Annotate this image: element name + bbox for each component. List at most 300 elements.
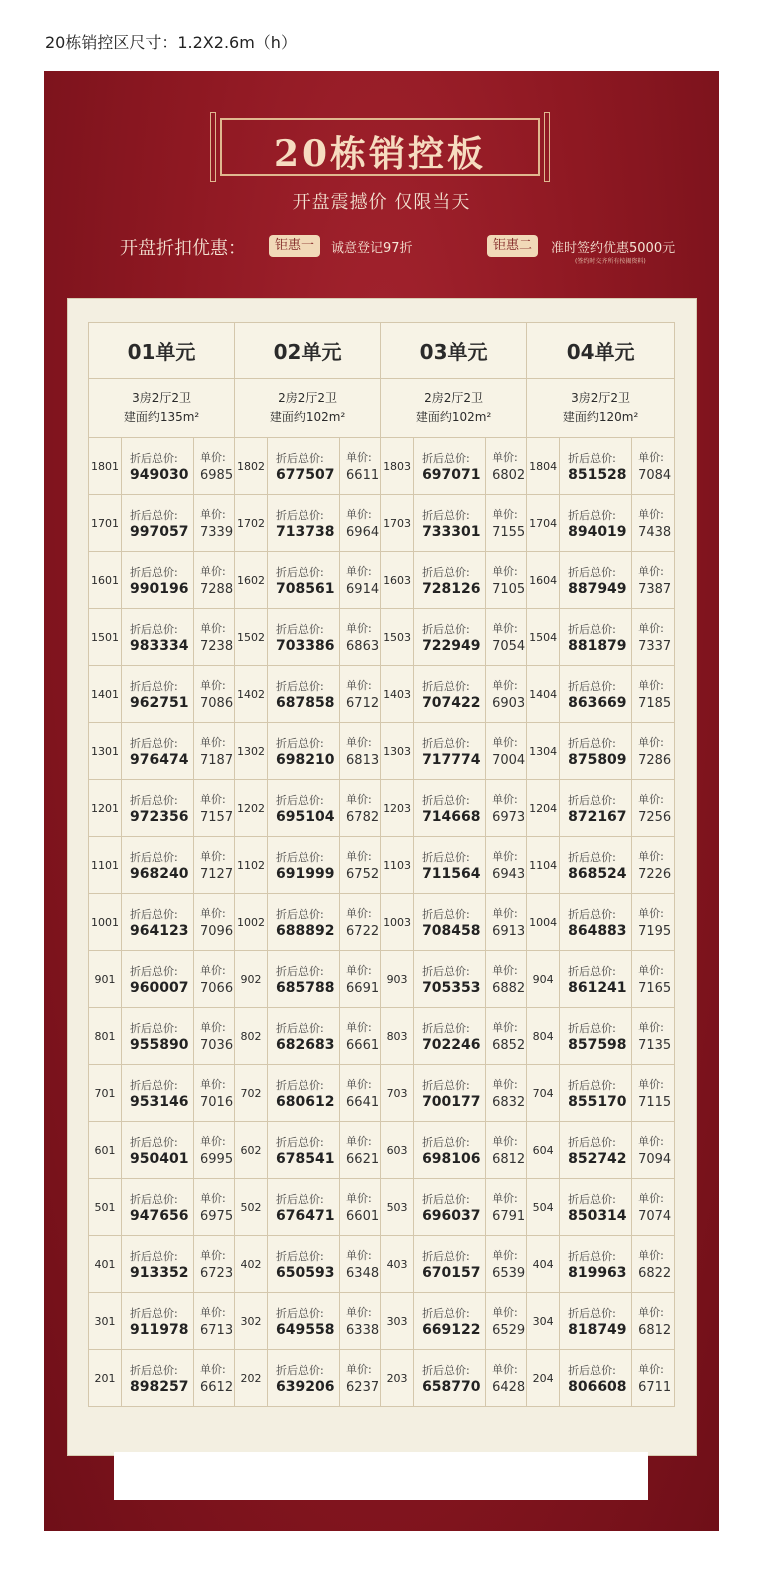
- unit-price-label: 单价:: [638, 1306, 664, 1319]
- unit-price-cell: [340, 951, 381, 1008]
- unit-price-label: 单价:: [638, 964, 664, 977]
- total-price-cell: [560, 666, 632, 723]
- room-number: 1203: [381, 780, 414, 837]
- room-number: 1104: [527, 837, 560, 894]
- unit-price-value: 7036: [200, 1038, 234, 1053]
- room-number: 802: [235, 1008, 268, 1065]
- room-number: 1202: [235, 780, 268, 837]
- room-number: 1301: [89, 723, 122, 780]
- room-number: 904: [527, 951, 560, 1008]
- unit-price-value: 6711: [638, 1380, 672, 1395]
- unit-price-cell: [632, 1065, 675, 1122]
- blank-note-box: [114, 1452, 648, 1500]
- total-price-cell: [268, 723, 340, 780]
- unit-price-label: 单价:: [200, 622, 226, 635]
- unit-price-label: 单价:: [346, 679, 372, 692]
- total-price-value: 976474: [130, 751, 189, 768]
- room-number: 404: [527, 1236, 560, 1293]
- offer-note: (签约时交齐所有按揭资料): [575, 258, 646, 265]
- unit-price-label: 单价:: [492, 793, 518, 806]
- room-number: 804: [527, 1008, 560, 1065]
- table-row: [89, 1293, 675, 1350]
- unit-price-label: 单价:: [492, 1078, 518, 1091]
- room-number: 903: [381, 951, 414, 1008]
- unit-price-cell: [194, 1122, 235, 1179]
- size-caption: 20栋销控区尺寸：1.2X2.6m（h）: [45, 33, 297, 52]
- total-price-value: 881879: [568, 637, 627, 654]
- total-price-label: 折后总价:: [276, 679, 324, 693]
- total-price-cell: [414, 951, 486, 1008]
- room-number: 401: [89, 1236, 122, 1293]
- total-price-cell: [414, 1122, 486, 1179]
- table-row: [89, 609, 675, 666]
- unit-price-cell: [194, 723, 235, 780]
- table-row: [89, 1179, 675, 1236]
- room-number: 1303: [381, 723, 414, 780]
- total-price-label: 折后总价:: [276, 1249, 324, 1263]
- unit-price-value: 6975: [200, 1209, 234, 1224]
- room-number: 1304: [527, 723, 560, 780]
- room-number: 502: [235, 1179, 268, 1236]
- room-number: 501: [89, 1179, 122, 1236]
- room-number: 702: [235, 1065, 268, 1122]
- total-price-value: 864883: [568, 922, 627, 939]
- total-price-cell: [560, 1293, 632, 1350]
- unit-price-value: 7438: [638, 525, 672, 540]
- total-price-cell: [268, 1236, 340, 1293]
- unit-price-label: 单价:: [346, 1135, 372, 1148]
- total-price-label: 折后总价:: [422, 1249, 470, 1263]
- total-price-label: 折后总价:: [276, 1078, 324, 1092]
- unit-price-label: 单价:: [346, 907, 372, 920]
- unit-price-cell: [632, 1179, 675, 1236]
- title-frame: [220, 118, 540, 176]
- unit-price-cell: [194, 1065, 235, 1122]
- unit-price-label: 单价:: [346, 1078, 372, 1091]
- total-price-value: 950401: [130, 1150, 189, 1167]
- unit-price-value: 7187: [200, 753, 234, 768]
- unit-price-label: 单价:: [492, 1306, 518, 1319]
- total-price-label: 折后总价:: [568, 793, 616, 807]
- total-price-label: 折后总价:: [276, 907, 324, 921]
- total-price-cell: [560, 609, 632, 666]
- total-price-value: 711564: [422, 865, 481, 882]
- unit-price-label: 单价:: [492, 1363, 518, 1376]
- total-price-value: 697071: [422, 466, 481, 483]
- total-price-value: 696037: [422, 1207, 481, 1224]
- total-price-label: 折后总价:: [422, 622, 470, 636]
- table-row: [89, 1122, 675, 1179]
- offer-tag-1: 钜惠一: [269, 235, 320, 257]
- unit-price-label: 单价:: [638, 565, 664, 578]
- room-number: 1503: [381, 609, 414, 666]
- unit-price-cell: [486, 552, 527, 609]
- total-price-label: 折后总价:: [276, 1021, 324, 1035]
- room-number: 1101: [89, 837, 122, 894]
- total-price-label: 折后总价:: [276, 850, 324, 864]
- unit-spec: [527, 379, 675, 438]
- total-price-value: 717774: [422, 751, 481, 768]
- total-price-cell: [414, 1179, 486, 1236]
- unit-price-cell: [486, 438, 527, 495]
- unit-price-value: 6813: [346, 753, 380, 768]
- unit-price-cell: [340, 1122, 381, 1179]
- room-number: 1402: [235, 666, 268, 723]
- unit-price-cell: [632, 552, 675, 609]
- unit-price-cell: [632, 894, 675, 951]
- unit-price-value: 6539: [492, 1266, 526, 1281]
- room-number: 604: [527, 1122, 560, 1179]
- unit-price-value: 6822: [638, 1266, 672, 1281]
- total-price-value: 649558: [276, 1321, 335, 1338]
- table-row: [89, 438, 675, 495]
- total-price-label: 折后总价:: [422, 736, 470, 750]
- unit-price-label: 单价:: [638, 907, 664, 920]
- unit-price-label: 单价:: [200, 1363, 226, 1376]
- unit-price-cell: [486, 780, 527, 837]
- total-price-label: 折后总价:: [276, 451, 324, 465]
- unit-price-cell: [486, 1122, 527, 1179]
- unit-price-cell: [632, 1008, 675, 1065]
- unit-price-cell: [194, 837, 235, 894]
- total-price-label: 折后总价:: [130, 508, 178, 522]
- unit-price-label: 单价:: [638, 793, 664, 806]
- total-price-cell: [122, 1065, 194, 1122]
- table-row: [89, 894, 675, 951]
- unit-price-cell: [194, 1293, 235, 1350]
- total-price-cell: [268, 1065, 340, 1122]
- unit-price-label: 单价:: [492, 736, 518, 749]
- total-price-cell: [268, 609, 340, 666]
- total-price-cell: [414, 837, 486, 894]
- room-number: 1602: [235, 552, 268, 609]
- unit-price-value: 7105: [492, 582, 526, 597]
- total-price-label: 折后总价:: [130, 850, 178, 864]
- total-price-cell: [414, 609, 486, 666]
- table-row: [89, 1350, 675, 1407]
- total-price-value: 713738: [276, 523, 335, 540]
- total-price-label: 折后总价:: [422, 1306, 470, 1320]
- total-price-cell: [414, 723, 486, 780]
- unit-price-value: 6985: [200, 468, 234, 483]
- total-price-cell: [414, 552, 486, 609]
- total-price-label: 折后总价:: [422, 793, 470, 807]
- unit-price-value: 6863: [346, 639, 380, 654]
- unit-price-label: 单价:: [346, 1249, 372, 1262]
- unit-price-label: 单价:: [492, 907, 518, 920]
- total-price-label: 折后总价:: [568, 850, 616, 864]
- unit-price-label: 单价:: [638, 1078, 664, 1091]
- unit-price-cell: [340, 1008, 381, 1065]
- unit-price-value: 6722: [346, 924, 380, 939]
- unit-price-cell: [194, 1179, 235, 1236]
- unit-price-label: 单价:: [200, 565, 226, 578]
- total-price-cell: [122, 894, 194, 951]
- total-price-label: 折后总价:: [276, 1363, 324, 1377]
- total-price-cell: [414, 894, 486, 951]
- unit-price-value: 6661: [346, 1038, 380, 1053]
- room-number: 1002: [235, 894, 268, 951]
- unit-price-value: 7387: [638, 582, 672, 597]
- unit-price-value: 6428: [492, 1380, 526, 1395]
- total-price-value: 695104: [276, 808, 335, 825]
- unit-price-label: 单价:: [346, 1306, 372, 1319]
- total-price-cell: [560, 1350, 632, 1407]
- total-price-value: 997057: [130, 523, 189, 540]
- unit-price-value: 6852: [492, 1038, 526, 1053]
- unit-price-value: 6973: [492, 810, 526, 825]
- total-price-value: 818749: [568, 1321, 627, 1338]
- unit-price-cell: [340, 552, 381, 609]
- unit-price-cell: [340, 666, 381, 723]
- unit-price-label: 单价:: [200, 508, 226, 521]
- unit-price-value: 6802: [492, 468, 526, 483]
- unit-price-label: 单价:: [200, 850, 226, 863]
- total-price-value: 913352: [130, 1264, 189, 1281]
- unit-price-cell: [632, 1350, 675, 1407]
- total-price-label: 折后总价:: [422, 907, 470, 921]
- unit-price-value: 6882: [492, 981, 526, 996]
- unit-price-value: 6791: [492, 1209, 526, 1224]
- room-number: 602: [235, 1122, 268, 1179]
- room-number: 1701: [89, 495, 122, 552]
- unit-price-label: 单价:: [346, 1192, 372, 1205]
- room-number: 1404: [527, 666, 560, 723]
- total-price-value: 852742: [568, 1150, 627, 1167]
- room-number: 1804: [527, 438, 560, 495]
- unit-price-label: 单价:: [638, 679, 664, 692]
- unit-price-label: 单价:: [346, 964, 372, 977]
- room-number: 803: [381, 1008, 414, 1065]
- unit-price-cell: [340, 1236, 381, 1293]
- unit-price-cell: [486, 666, 527, 723]
- total-price-cell: [122, 1293, 194, 1350]
- unit-price-value: 6713: [200, 1323, 234, 1338]
- unit-price-value: 6832: [492, 1095, 526, 1110]
- room-number: 1003: [381, 894, 414, 951]
- unit-price-cell: [340, 1179, 381, 1236]
- room-number: 1302: [235, 723, 268, 780]
- unit-price-value: 7084: [638, 468, 672, 483]
- unit-price-cell: [632, 1293, 675, 1350]
- total-price-label: 折后总价:: [276, 508, 324, 522]
- room-number: 1702: [235, 495, 268, 552]
- total-price-label: 折后总价:: [130, 736, 178, 750]
- unit-price-label: 单价:: [346, 736, 372, 749]
- total-price-label: 折后总价:: [568, 451, 616, 465]
- total-price-cell: [560, 495, 632, 552]
- total-price-value: 972356: [130, 808, 189, 825]
- unit-price-label: 单价:: [346, 565, 372, 578]
- unit-price-label: 单价:: [346, 1021, 372, 1034]
- total-price-cell: [268, 837, 340, 894]
- unit-price-value: 7127: [200, 867, 234, 882]
- table-row: [89, 1065, 675, 1122]
- unit-price-value: 6641: [346, 1095, 380, 1110]
- total-price-label: 折后总价:: [568, 1306, 616, 1320]
- total-price-label: 折后总价:: [568, 508, 616, 522]
- total-price-cell: [268, 438, 340, 495]
- room-number: 201: [89, 1350, 122, 1407]
- total-price-cell: [122, 666, 194, 723]
- unit-price-cell: [340, 495, 381, 552]
- total-price-value: 670157: [422, 1264, 481, 1281]
- unit-price-label: 单价:: [492, 850, 518, 863]
- total-price-label: 折后总价:: [130, 907, 178, 921]
- unit-price-cell: [632, 951, 675, 1008]
- total-price-label: 折后总价:: [568, 565, 616, 579]
- room-number: 902: [235, 951, 268, 1008]
- total-price-value: 855170: [568, 1093, 627, 1110]
- room-number: 1501: [89, 609, 122, 666]
- unit-price-label: 单价:: [200, 1306, 226, 1319]
- total-price-value: 707422: [422, 694, 481, 711]
- unit-price-value: 6712: [346, 696, 380, 711]
- total-price-label: 折后总价:: [422, 508, 470, 522]
- total-price-cell: [268, 1008, 340, 1065]
- total-price-label: 折后总价:: [568, 679, 616, 693]
- total-price-cell: [122, 438, 194, 495]
- unit-price-value: 7165: [638, 981, 672, 996]
- unit-price-label: 单价:: [200, 1192, 226, 1205]
- discount-row: [120, 234, 680, 265]
- total-price-label: 折后总价:: [568, 1135, 616, 1149]
- unit-price-cell: [194, 1350, 235, 1407]
- unit-price-label: 单价:: [492, 964, 518, 977]
- table-row: [89, 837, 675, 894]
- total-price-label: 折后总价:: [568, 1249, 616, 1263]
- room-number: 1601: [89, 552, 122, 609]
- unit-price-value: 6621: [346, 1152, 380, 1167]
- total-price-cell: [268, 894, 340, 951]
- unit-price-cell: [340, 723, 381, 780]
- unit-price-label: 单价:: [200, 1078, 226, 1091]
- unit-header: 01单元: [89, 323, 235, 379]
- total-price-cell: [560, 723, 632, 780]
- total-price-value: 676471: [276, 1207, 335, 1224]
- unit-price-value: 7004: [492, 753, 526, 768]
- unit-price-value: 6691: [346, 981, 380, 996]
- unit-price-value: 6752: [346, 867, 380, 882]
- room-number: 1703: [381, 495, 414, 552]
- unit-price-cell: [632, 837, 675, 894]
- unit-price-label: 单价:: [638, 1192, 664, 1205]
- unit-price-label: 单价:: [638, 1249, 664, 1262]
- total-price-value: 639206: [276, 1378, 335, 1395]
- total-price-value: 658770: [422, 1378, 481, 1395]
- room-number: 1802: [235, 438, 268, 495]
- room-number: 204: [527, 1350, 560, 1407]
- total-price-cell: [122, 723, 194, 780]
- unit-price-value: 7339: [200, 525, 234, 540]
- unit-price-label: 单价:: [638, 1363, 664, 1376]
- total-price-value: 949030: [130, 466, 189, 483]
- unit-spec: [235, 379, 381, 438]
- total-price-value: 861241: [568, 979, 627, 996]
- total-price-value: 863669: [568, 694, 627, 711]
- total-price-cell: [268, 495, 340, 552]
- total-price-cell: [414, 1008, 486, 1065]
- room-number: 1803: [381, 438, 414, 495]
- unit-price-value: 7286: [638, 753, 672, 768]
- unit-price-value: 7195: [638, 924, 672, 939]
- unit-price-cell: [486, 495, 527, 552]
- unit-price-value: 6943: [492, 867, 526, 882]
- unit-price-label: 单价:: [346, 850, 372, 863]
- unit-price-cell: [340, 438, 381, 495]
- total-price-value: 705353: [422, 979, 481, 996]
- unit-area: 建面约102m²: [269, 410, 346, 424]
- unit-price-value: 7074: [638, 1209, 672, 1224]
- unit-price-label: 单价:: [638, 736, 664, 749]
- total-price-value: 728126: [422, 580, 481, 597]
- total-price-label: 折后总价:: [130, 622, 178, 636]
- unit-price-cell: [632, 666, 675, 723]
- total-price-label: 折后总价:: [276, 1135, 324, 1149]
- total-price-value: 875809: [568, 751, 627, 768]
- unit-price-label: 单价:: [492, 508, 518, 521]
- unit-price-value: 6782: [346, 810, 380, 825]
- total-price-cell: [122, 1179, 194, 1236]
- total-price-cell: [122, 1236, 194, 1293]
- room-number: 1201: [89, 780, 122, 837]
- table-row: [89, 1008, 675, 1065]
- total-price-cell: [560, 1122, 632, 1179]
- total-price-label: 折后总价:: [422, 1363, 470, 1377]
- total-price-value: 894019: [568, 523, 627, 540]
- total-price-value: 733301: [422, 523, 481, 540]
- unit-layout: 3房2厅2卫: [571, 391, 631, 405]
- room-number: 301: [89, 1293, 122, 1350]
- total-price-label: 折后总价:: [276, 565, 324, 579]
- unit-price-cell: [632, 1236, 675, 1293]
- total-price-value: 953146: [130, 1093, 189, 1110]
- room-number: 704: [527, 1065, 560, 1122]
- room-number: 1103: [381, 837, 414, 894]
- total-price-label: 折后总价:: [422, 850, 470, 864]
- unit-price-cell: [340, 837, 381, 894]
- board-subtitle: 开盘震撼价 仅限当天: [292, 192, 471, 213]
- total-price-cell: [268, 1350, 340, 1407]
- total-price-value: 960007: [130, 979, 189, 996]
- unit-price-label: 单价:: [638, 850, 664, 863]
- unit-price-label: 单价:: [200, 964, 226, 977]
- total-price-value: 898257: [130, 1378, 189, 1395]
- unit-price-cell: [194, 951, 235, 1008]
- unit-price-cell: [194, 780, 235, 837]
- unit-price-cell: [194, 495, 235, 552]
- unit-price-cell: [194, 1236, 235, 1293]
- unit-price-cell: [632, 495, 675, 552]
- total-price-label: 折后总价:: [422, 1192, 470, 1206]
- table-row: [89, 780, 675, 837]
- unit-price-value: 7096: [200, 924, 234, 939]
- total-price-label: 折后总价:: [422, 451, 470, 465]
- total-price-label: 折后总价:: [130, 565, 178, 579]
- unit-area: 建面约120m²: [562, 410, 639, 424]
- total-price-value: 700177: [422, 1093, 481, 1110]
- unit-price-value: 6601: [346, 1209, 380, 1224]
- offer-text-1: 诚意登记97折: [331, 241, 413, 256]
- total-price-value: 688892: [276, 922, 335, 939]
- unit-price-label: 单价:: [492, 1249, 518, 1262]
- total-price-cell: [414, 1065, 486, 1122]
- room-number: 901: [89, 951, 122, 1008]
- total-price-cell: [560, 1179, 632, 1236]
- total-price-label: 折后总价:: [568, 1192, 616, 1206]
- total-price-cell: [268, 666, 340, 723]
- room-number: 304: [527, 1293, 560, 1350]
